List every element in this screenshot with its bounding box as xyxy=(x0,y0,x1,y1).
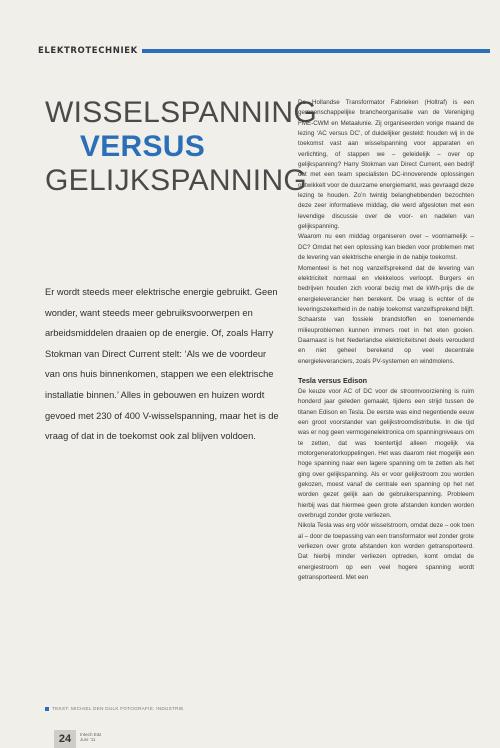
title-line-2: VERSUS xyxy=(79,130,206,163)
body-paragraph: Nikola Tesla was erg vóór wisselstroom, omdat deze – ook toen al – door de toepassing van een transformator wel zonder grote verliezen over grote afstanden kon worden getransporteerd. Dat hierbij minder verliezen optreden, komt omdat de energiestroom op een veel hogere spanning wordt getransporteerd. Met een xyxy=(298,522,475,582)
photo-credit xyxy=(45,706,184,711)
article-body xyxy=(298,98,474,583)
article-intro: Er wordt steeds meer elektrische energie gebruikt. Geen wonder, want steeds meer gebruiksvoorwerpen en arbeidsmiddelen draaien op de energie. Of, zoals Harry Stokman van Direct Current stelt: ‘Als we de voordeur van ons huis binnenkomen, stappen we een elektrische installatie binnen.’ Alles in gebouwen en huizen wordt gevoed met 230 of 400 V-wisselspanning, maar het is de vraag of dat in de toekomst ook zal blijven voldoen. xyxy=(45,287,279,442)
magazine-info xyxy=(80,732,101,742)
page-number: 24 xyxy=(54,730,76,748)
body-subheading: Tesla versus Edison xyxy=(298,375,367,385)
section-header xyxy=(38,44,490,58)
body-paragraph: Momenteel is het nog vanzelfsprekend dat de levering van elektriciteit normaal en vlekkeloos verloopt. Burgers en bedrijven houden zich vooral bezig met de kWh-prijs die de energieleverancier hen berekent. De vraag is echter of de leveringszekerheid in de nabije toekomst vanzelfsprekend blijft. Schaarste van fossiele brandstoffen en toenemende milieuproblemen kunnen immers roet in het eten gooien. Daarnaast is het Nederlandse elektriciteitsnet deels verouderd en niet geheel berekend op veel decentrale energieleveranciers, zoals PV-systemen en windmolens. xyxy=(298,264,474,365)
title-line-1: WISSELSPANNING xyxy=(45,96,318,129)
magazine-name: Intech E&I xyxy=(80,732,102,737)
credit-text: TEKST: MICHIEL DEN DULK FOTOGRAFIE: INDUSTRIE xyxy=(52,706,184,711)
section-rule xyxy=(142,49,490,53)
magazine-issue: Juni ’11 xyxy=(80,737,96,742)
article-title xyxy=(45,96,318,198)
credit-marker-icon xyxy=(45,707,49,711)
body-paragraph: De Hollandse Transformator Fabrieken (Holtraf) is een gemeenschappelijke brancheorganisatie van de Vereniging FME-CWM en Metaalunie. Zij organiseerden vorige maand de lezing ‘AC versus DC’, of duidelijker gesteld: houden wij in de toekomst vast aan wisselspanning voor apparaten en verlichting, of stappen we – geleidelijk – over op gelijkspanning? Harry Stokman van Direct Current, een bedrijf dat met een team specialisten DC-innoverende oplossingen ontwikkelt voor de duurzame energiemarkt, was gevraagd deze lezing te houden. Zo’n twintig belanghebbenden bezochten deze zeer informatieve middag, die werd afgesloten met een levendige discussie over de voor- en nadelen van gelijkspanning. xyxy=(298,99,474,231)
body-paragraph: De keuze voor AC of DC voor de stroomvoorziening is ruim honderd jaar geleden gemaakt, tijdens een strijd tussen de titanen Edison en Tesla. De eerste was eind negentiende eeuw een groot voorstander van gelijkstroomdistributie. In die tijd was er nog geen vermogenelektronica om spanningniveaus om te zetten, dat was toentertijd alleen mogelijk via motorgeneratorkoppelingen. Het was daarom niet mogelijk een hoge spanning naar een lagere spanning om te zetten als het ging over gelijkspanning. Als er voor gelijkstroom zou worden gekozen, moest vanaf de centrale een spanning op het net worden gezet gelijk aan de gebruikerspanning. Probleem hierbij was dat hiermee geen grote afstanden konden worden overbrugd zonder grote verliezen. xyxy=(298,387,474,520)
section-label: ELEKTROTECHNIEK xyxy=(38,46,138,56)
title-line-3: GELIJKSPANNING xyxy=(45,164,308,197)
body-paragraph: Waarom nu een middag organiseren over – voornamelijk – DC? Omdat het een oplossing kan bieden voor problemen met de levering van elektrische energie in de nabije toekomst. xyxy=(298,233,474,262)
